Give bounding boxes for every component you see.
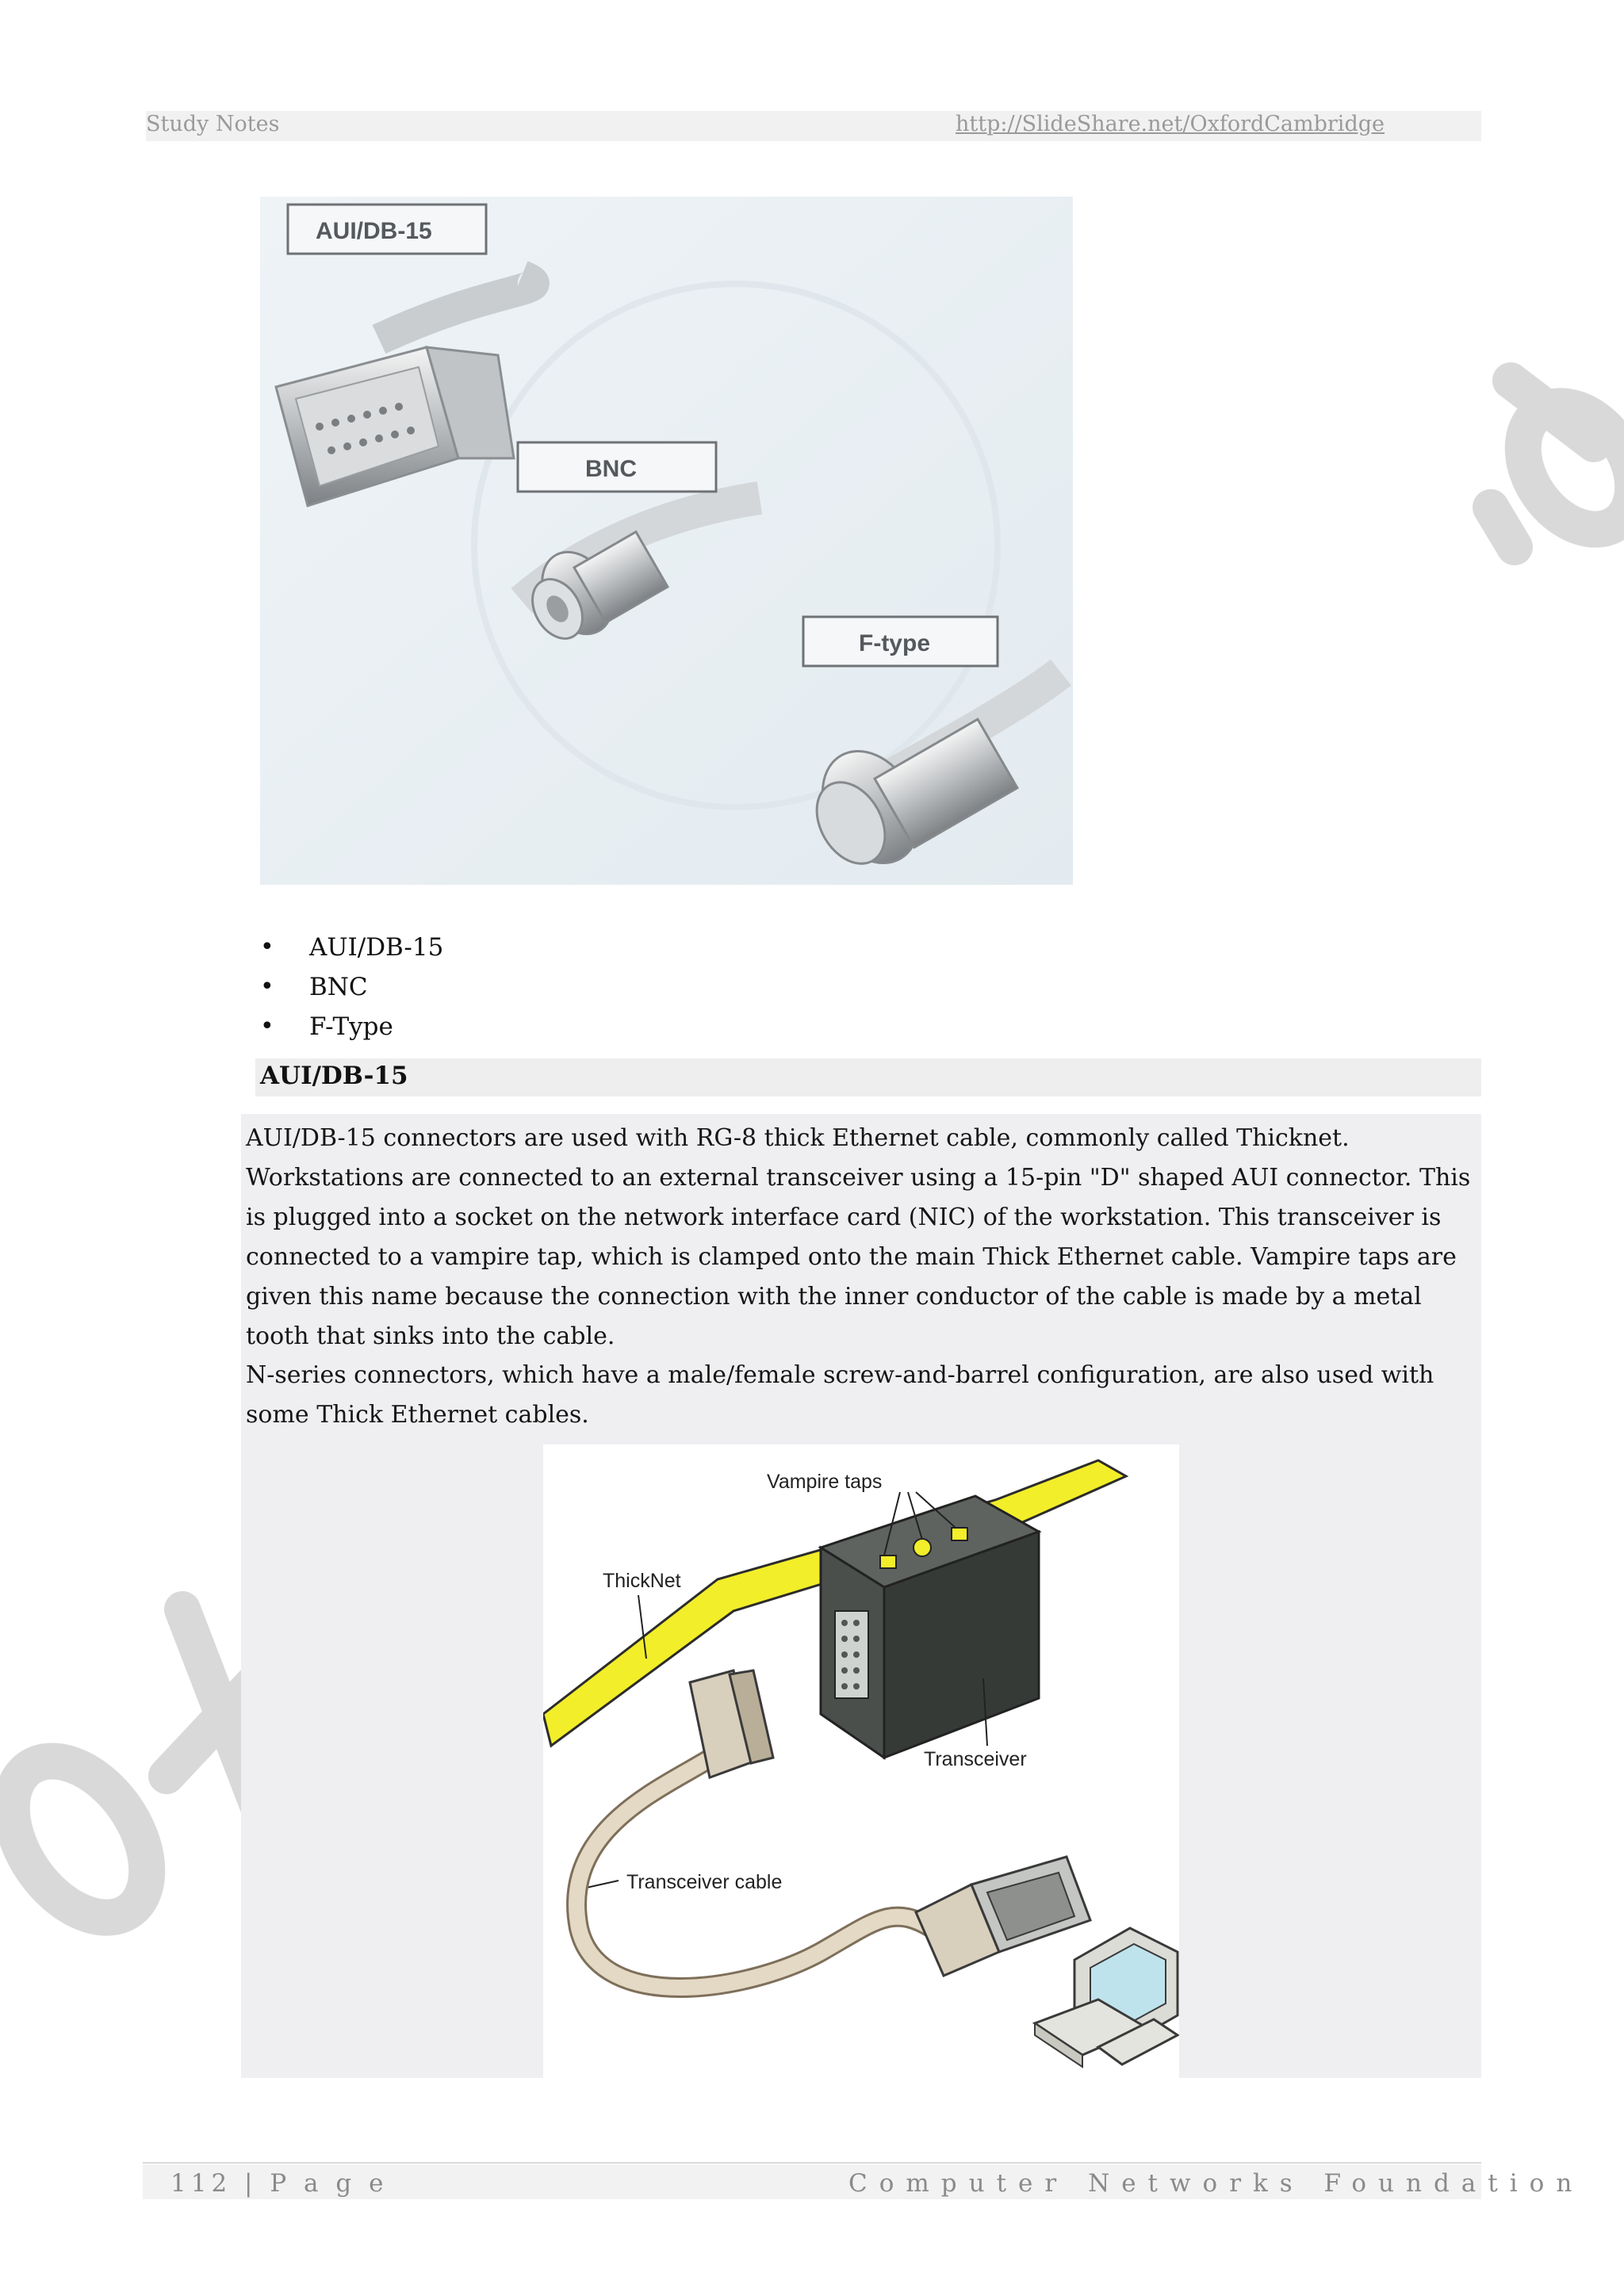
connector-types-figure xyxy=(260,197,1073,885)
label-transceiver: Transceiver xyxy=(924,1748,1027,1770)
label-f-type: F-type xyxy=(859,630,930,656)
list-item: • F-Type xyxy=(260,1007,443,1047)
section-heading-bar xyxy=(255,1058,1481,1096)
footer-divider xyxy=(143,2162,1481,2164)
label-bnc: BNC xyxy=(585,456,637,482)
connector-list xyxy=(260,928,443,1047)
section-heading: AUI/DB-15 xyxy=(260,1062,408,1090)
footer-title: Computer Networks Foundation xyxy=(848,2169,1584,2198)
header-link[interactable]: http://SlideShare.net/OxfordCambridge xyxy=(956,112,1385,136)
paragraph-aui: AUI/DB-15 connectors are used with RG-8 thick Ethernet cable, commonly called Thicknet. Workstations are connected to an external transceiver using a 15-pin "D" shaped AUI connector. This is plugged into a socket on the network interface card (NIC) of the workstation. This transceiver is connected to a vampire tap, which is clamped onto the main Thick Ethernet cable. Vampire taps are given this name because the connection with the inner conductor of the cable is made by a metal tooth that sinks into the cable. xyxy=(246,1124,1471,1350)
label-transceiver-cable: Transceiver cable xyxy=(626,1871,783,1893)
page-number: 112 | P a g e xyxy=(170,2169,389,2198)
label-aui: AUI/DB-15 xyxy=(316,218,432,244)
header-left-text: Study Notes xyxy=(146,112,280,136)
list-item: • AUI/DB-15 xyxy=(260,928,443,967)
label-thicknet: ThickNet xyxy=(603,1570,681,1592)
list-item: • BNC xyxy=(260,967,443,1007)
label-vampire-taps: Vampire taps xyxy=(767,1471,883,1493)
vampire-tap-diagram xyxy=(543,1445,1179,2079)
paragraph-n-series: N-series connectors, which have a male/female screw-and-barrel configuration, are also used with some Thick Ethernet cables. xyxy=(246,1361,1434,1429)
